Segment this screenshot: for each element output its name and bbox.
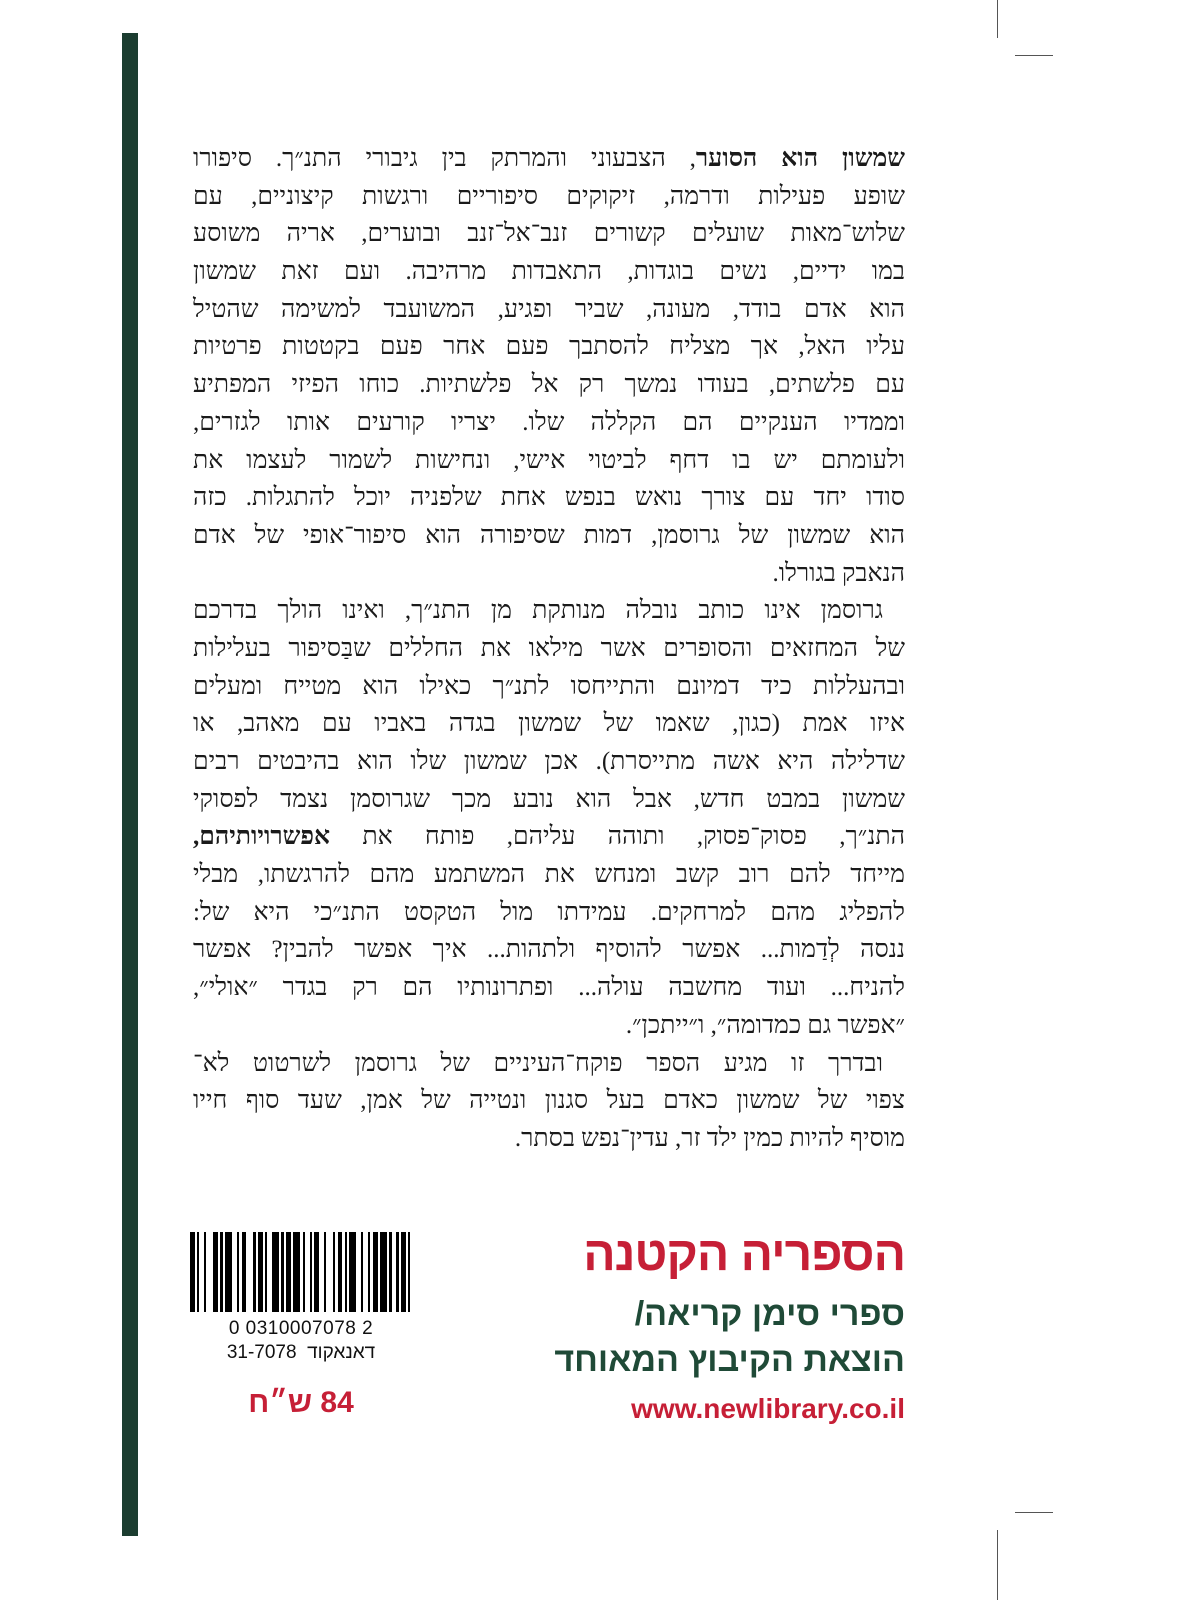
blurb-line-text: איזו אמת (כגון, שאמו של שמשון בגדה באביו עם מאהב, או <box>193 710 905 738</box>
blurb-line-text: שלוש־מאות שועלים קשורים זנב־אל־זנב ובוערים, אריה משוסע <box>193 220 905 248</box>
blurb-line-text: התנ״ך, פסוק־פסוק, ותוהה עליהם, פותח את <box>330 823 905 851</box>
blurb-line <box>193 215 905 253</box>
barcode-bar <box>246 1232 253 1312</box>
barcode-bar <box>225 1232 232 1312</box>
publisher-url: www.newlibrary.co.il <box>631 1393 905 1424</box>
blurb-line <box>193 479 905 517</box>
blurb-line <box>193 253 905 291</box>
blurb-line <box>193 1045 905 1083</box>
blurb-line-text: במו ידיים, נשים בוגדות, התאבדות מרהיבה. ועם זאת שמשון <box>193 258 905 286</box>
blurb-line-text: הוא אדם בודד, מעונה, שביר ופגיע, המשועבד למשימה שהטיל <box>193 295 905 323</box>
blurb-line-text: , הצבעוני והמרתק בין גיבורי התנ״ך. סיפורו <box>193 145 696 172</box>
crop-mark <box>997 0 998 38</box>
blurb-line-text: של המחזאים והסופרים אשר מילאו את החללים שבַּסיפור בעלילות <box>193 634 905 662</box>
blurb-line <box>193 592 905 630</box>
series-title: הספריה הקטנה <box>583 1228 905 1281</box>
barcode-bar <box>349 1232 356 1312</box>
blurb-line <box>193 178 905 216</box>
blurb-line-text: ולעומתם יש בו דחף לביטוי אישי, ונחישות לשמור לעצמו את <box>193 446 905 474</box>
blurb-line <box>193 781 905 819</box>
crop-mark <box>1015 55 1053 56</box>
blurb-line-text: ובדרך זו מגיע הספר פוקח־העיניים של גרוסמן לשרטוט לא־ <box>193 1049 883 1077</box>
barcode-number: 0 0310007078 2 <box>228 1318 374 1339</box>
blurb-line <box>193 818 905 856</box>
blurb-line-text: עליו האל, אך מצליח להסתבך פעם אחר פעם בקטטות פרטיות <box>193 333 905 361</box>
blurb-line-text: שופע פעילות ודרמה, זיקוקים סיפוריים ורגשות קיצוניים, עם <box>193 182 905 210</box>
price: 84 ש״ח <box>248 1386 354 1419</box>
blurb-line-text: עם פלשתים, בעודו נמשך רק אל פלשתיות. כוחו הפיזי המפתיע <box>193 371 905 399</box>
publisher-line-1: ספרי סימן קריאה/ <box>634 1295 905 1333</box>
blurb-line <box>193 366 905 404</box>
blurb-line <box>193 668 905 706</box>
blurb-line-text: ננסה לְדַמות... אפשר להוסיף ולתהות... איך אפשר להבין? אפשר <box>193 936 905 964</box>
blurb-line-text: שדלילה היא אשה מתייסרת). אכן שמשון שלו הוא בהיבטים רבים <box>193 748 905 775</box>
barcode-block <box>190 1232 412 1420</box>
blurb-line <box>193 291 905 329</box>
blurb-bold-tail: אפשרויותיהם, <box>193 823 331 851</box>
crop-mark <box>997 1530 998 1600</box>
blurb-line <box>193 630 905 668</box>
blurb-line <box>193 404 905 442</box>
blurb-line-text: צפוי של שמשון כאדם בעל סגנון ונטייה של אמן, שעד סוף חייו <box>193 1087 905 1115</box>
publisher-line-2: הוצאת הקיבוץ המאוחד <box>554 1341 905 1379</box>
blurb-line <box>193 969 905 1007</box>
barcode-bar <box>380 1232 387 1312</box>
blurb-line-text: מוסיף להיות כמין ילד זר, עדין־נפש בסתר. <box>514 1124 905 1152</box>
blurb-line-text: שמשון במבט חדש, אבל הוא נובע מכך שגרוסמן נצמד לפסוקי <box>193 785 905 813</box>
blurb-line <box>193 517 905 555</box>
blurb-line <box>193 894 905 932</box>
blurb-line <box>193 140 905 178</box>
blurb-line <box>193 328 905 366</box>
blurb-line-text: הנאבק בגורלו. <box>772 559 905 587</box>
blurb-line <box>193 856 905 894</box>
blurb-line-text: וממדיו הענקיים הם הקללה שלו. יצריו קורעים אותו לגזרים, <box>193 408 905 436</box>
blurb-line <box>193 442 905 480</box>
barcode-bar <box>272 1232 279 1312</box>
blurb-line <box>193 1007 905 1045</box>
barcode-bar <box>326 1232 333 1312</box>
blurb-line-text: להניח... ועוד מחשבה עולה... ופתרונותיו הם רק בגדר ״אולי״, <box>193 974 905 1002</box>
danacode-number: 31-7078 <box>226 1342 297 1363</box>
blurb-line-text: ״אפשר גם כמדומה״, ו״ייתכן״. <box>625 1011 905 1039</box>
blurb-line <box>193 705 905 743</box>
barcode-bar <box>206 1232 213 1312</box>
blurb-line <box>193 1082 905 1120</box>
danacode-label: דאנאקוד <box>307 1342 376 1363</box>
barcode-bar <box>293 1232 300 1312</box>
back-cover-blurb <box>193 140 905 1158</box>
blurb-bold-lead: שמשון הוא הסוער <box>695 145 905 172</box>
blurb-line <box>193 743 905 781</box>
blurb-line-text: מייחד להם רוב קשב ומנחש את המשתמע מהם להרגשתו, מבלי <box>193 861 905 889</box>
blurb-line-text: גרוסמן אינו כותב נובלה מנותקת מן התנ״ך, ואינו הולך בדרכם <box>193 597 883 625</box>
barcode-image <box>190 1232 410 1312</box>
publisher-block <box>554 1225 905 1429</box>
crop-mark <box>1015 1512 1053 1513</box>
blurb-line-text: סודו יחד עם צורך נואש בנפש אחת שלפניה יוכל להתגלות. כזה <box>193 484 905 512</box>
danacode <box>190 1342 412 1364</box>
spine-stripe <box>122 33 138 1536</box>
blurb-line <box>193 1120 905 1158</box>
blurb-line <box>193 555 905 593</box>
blurb-line-text: ובהעללות כיד דמיונם והתייחסו לתנ״ך כאילו הוא מטייח ומעלים <box>193 672 905 700</box>
barcode-bar <box>408 1232 410 1312</box>
blurb-line-text: הוא שמשון של גרוסמן, דמות שסיפורה הוא סיפור־אופי של אדם <box>193 521 905 549</box>
blurb-line-text: להפליג מהם למרחקים. עמידתו מול הטקסט התנ״כי היא של: <box>193 898 905 926</box>
blurb-line <box>193 931 905 969</box>
